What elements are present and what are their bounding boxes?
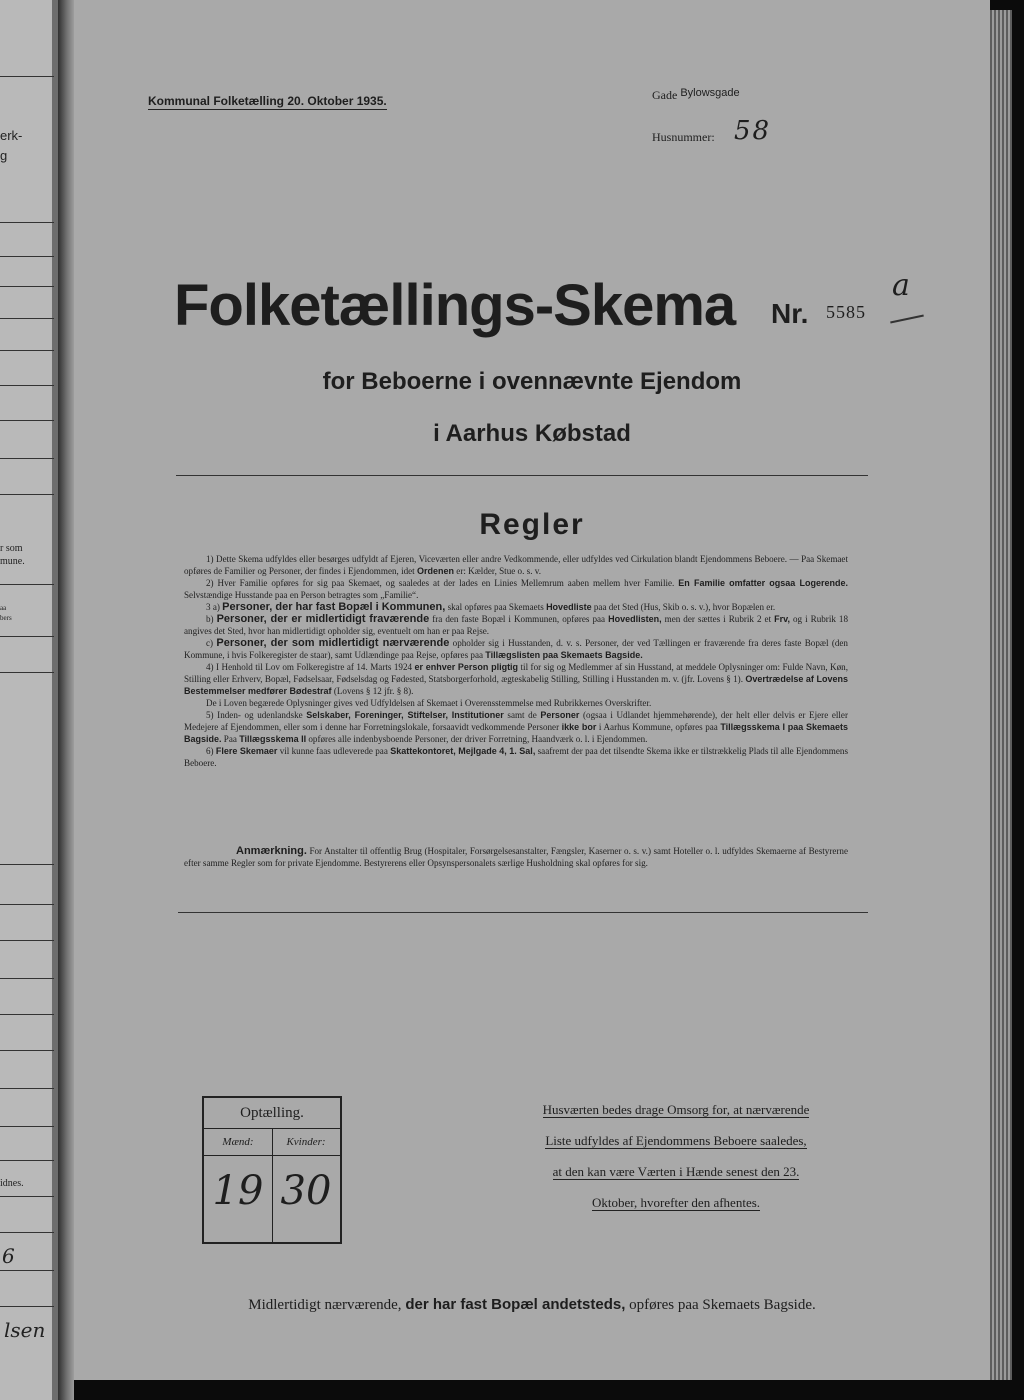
notice-line: Liste udfyldes af Ejendommens Beboere saaledes, xyxy=(545,1133,807,1148)
left-page-handwriting: lsen xyxy=(4,1318,46,1342)
rule-3a: 3 a) Personer, der har fast Bopæl i Kommunen, skal opføres paa Skemaets Hovedliste paa det Sted (Hus, Skib o. s. v.), hvor Bopælen er. xyxy=(206,601,776,613)
left-page-rule xyxy=(0,672,54,673)
left-page-rule xyxy=(0,458,54,459)
left-page-fragment: bers xyxy=(0,614,12,622)
men-column xyxy=(204,1129,273,1242)
divider xyxy=(178,912,868,913)
house-number-value: 58 xyxy=(734,116,772,146)
left-page-rule xyxy=(0,1306,54,1307)
women-count: 30 xyxy=(280,1168,332,1214)
men-count: 19 xyxy=(212,1168,264,1214)
left-page-rule xyxy=(0,1270,54,1271)
rule-3c: c) Personer, der som midlertidigt nærværende opholder sig i Husstanden, d. v. s. Personer, der ved Tællingen er fraværende fra deres faste Bopæl (den Kommune, i hvis Folkeregister de staar), samt Udlændinge paa Rejse, opføres paa Tillægslisten paa Skemaets Bagside. xyxy=(184,637,848,660)
men-label: Mænd: xyxy=(204,1129,272,1156)
rule-4: 4) I Henhold til Lov om Folkeregistre af 14. Marts 1924 er enhver Person pligtig til for sig og Medlemmer af sin Husstand, at meddele Oplysninger om: Fulde Navn, Køn, Stilling eller Erhverv, Bopæl, Fødselsaar, Fødselsdag og Fødested, Statsborgerforhold, ægteskabelig Stilling, Stilling i Husstanden m. v. (jfr. Lovens § 1). Overtrædelse af Lovens Bestemmelser medfører Bødestraf (Lovens § 12 jfr. § 8). xyxy=(184,662,848,696)
left-page-rule xyxy=(0,978,54,979)
left-page-rule xyxy=(0,286,54,287)
left-page-rule xyxy=(0,350,54,351)
left-page-rule xyxy=(0,420,54,421)
footer-note: Midlertidigt nærværende, der har fast Bopæl andetsteds, opføres paa Skemaets Bagside. xyxy=(248,1296,816,1313)
women-label: Kvinder: xyxy=(272,1129,340,1156)
rule-2: 2) Hver Familie opføres for sig paa Skemaet, og saaledes at der lades en Linies Mellemrum aaben mellem hver Familie. En Familie omfatter ogsaa Logerende. Selvstændige Husstande paa en Person betragtes som „Familie“. xyxy=(184,578,848,600)
left-page-fragment: mune. xyxy=(0,556,25,567)
left-page-rule xyxy=(0,222,54,223)
divider xyxy=(176,475,868,476)
rule-6: 6) Flere Skemaer vil kunne faas udleverede paa Skattekontoret, Mejlgade 4, 1. Sal, saafremt der paa det tilsendte Skema ikke er tilstrækkelig Plads til alle Ejendommens Beboere. xyxy=(184,746,848,768)
census-date-line: Kommunal Folketælling 20. Oktober 1935. xyxy=(148,94,387,108)
rule-5: 5) Inden- og udenlandske Selskaber, Foreninger, Stiftelser, Institutioner samt de Personer (ogsaa i Udlandet hjemmehørende), der helt eller delvis er Ejere eller Medejere af Ejendommen, eller som i denne har Forretningslokale, forsaavidt vedkommende Personer ikke bor i Aarhus Kommune, opføres paa Tillægsskema I paa Skemaets Bagside. Paa Tillægsskema II opføres alle indenbysboende Personer, der driver Forretning, Haandværk o. l. i Ejendommen. xyxy=(184,710,848,744)
left-page-rule xyxy=(0,1196,54,1197)
count-box-title: Optælling. xyxy=(204,1098,340,1129)
rule-1: 1) Dette Skema udfyldes eller besørges udfyldt af Ejeren, Viceværten eller andre Vedkommende, eller udfyldes ved Cirkulation blandt Ejendommens Beboere. — Paa Skemaet opføres de Familier og Personer, der findes i Ejendommen, idet Ordenen er: Kælder, Stue o. s. v. xyxy=(184,554,848,576)
house-number-label: Husnummer: xyxy=(652,130,715,144)
rule-3b: b) Personer, der er midlertidigt fraværende fra den faste Bopæl i Kommunen, opføres paa Hovedlisten, men der sættes i Rubrik 2 et Frv, og i Rubrik 18 angives det Sted, hvor han midlertidigt opholder sig, eventuelt om han er paa Rejse. xyxy=(184,613,848,636)
house-number-field xyxy=(652,116,772,146)
left-page-rule xyxy=(0,385,54,386)
left-page-rule xyxy=(0,1050,54,1051)
rule-4-note: De i Loven begærede Oplysninger gives ved Udfyldelsen af Skemaet i Overensstemmelse med Rubrikkernes Overskrifter. xyxy=(206,698,652,708)
left-page-rule xyxy=(0,864,54,865)
left-page-rule xyxy=(0,1232,54,1233)
form-number-suffix: a xyxy=(892,268,910,303)
left-page-rule xyxy=(0,584,54,585)
left-page-rule xyxy=(0,1014,54,1015)
left-page-rule xyxy=(0,940,54,941)
landlord-notice xyxy=(508,1102,844,1226)
book-gutter xyxy=(58,0,74,1400)
left-page-handwriting: 6 xyxy=(2,1244,15,1268)
left-page-rule xyxy=(0,494,54,495)
form-subtitle-city: i Aarhus Købstad xyxy=(433,420,631,447)
street-field xyxy=(652,88,740,103)
count-box xyxy=(202,1096,342,1244)
street-label: Gade xyxy=(652,88,678,102)
left-page-rule xyxy=(0,636,54,637)
left-page-fragment: aa xyxy=(0,604,7,612)
rules-heading: Regler xyxy=(479,508,585,541)
notice-line: Oktober, hvorefter den afhentes. xyxy=(591,1195,761,1210)
left-page-rule xyxy=(0,256,54,257)
left-page-rule xyxy=(0,1160,54,1161)
notice-line: Husværten bedes drage Omsorg for, at nærværende xyxy=(542,1102,810,1117)
census-form-page xyxy=(74,0,990,1380)
left-page-rule xyxy=(0,76,54,77)
book-page-edges xyxy=(990,10,1012,1380)
remark-text: For Anstalter til offentlig Brug (Hospitaler, Forsørgelsesanstalter, Fængsler, Kaserner o. s. v.) samt Hoteller o. l. udfyldes Skemaerne af Bestyrerne efter samme Regler som for private Ejendomme. Bestyrerens eller Opsynspersonalets særlige Husholdning skal opføres for sig. xyxy=(184,846,849,868)
left-page-rule xyxy=(0,318,54,319)
remark-label: Anmærkning. xyxy=(236,845,307,857)
left-page-fragment: idnes. xyxy=(0,1178,24,1189)
left-page-fragment: erk- xyxy=(0,128,23,143)
remark-section xyxy=(184,845,848,869)
form-number-label: Nr. xyxy=(771,298,809,329)
left-page-rule xyxy=(0,1088,54,1089)
notice-line: at den kan være Værten i Hænde senest den 23. xyxy=(552,1164,800,1179)
remark-paragraph xyxy=(184,845,848,869)
form-subtitle: for Beboerne i ovennævnte Ejendom xyxy=(322,368,742,395)
handwritten-dash xyxy=(890,314,924,323)
left-page-rule xyxy=(0,904,54,905)
street-value: Bylowsgade xyxy=(680,87,740,99)
form-title: Folketællings-Skema xyxy=(174,273,736,338)
women-column xyxy=(272,1129,340,1242)
left-page-rule xyxy=(0,1126,54,1127)
rules-body xyxy=(184,553,848,769)
left-neighbour-page xyxy=(0,0,58,1400)
left-page-fragment: r som xyxy=(0,543,23,554)
left-page-fragment: g xyxy=(0,148,8,163)
form-number-value: 5585 xyxy=(826,302,866,322)
